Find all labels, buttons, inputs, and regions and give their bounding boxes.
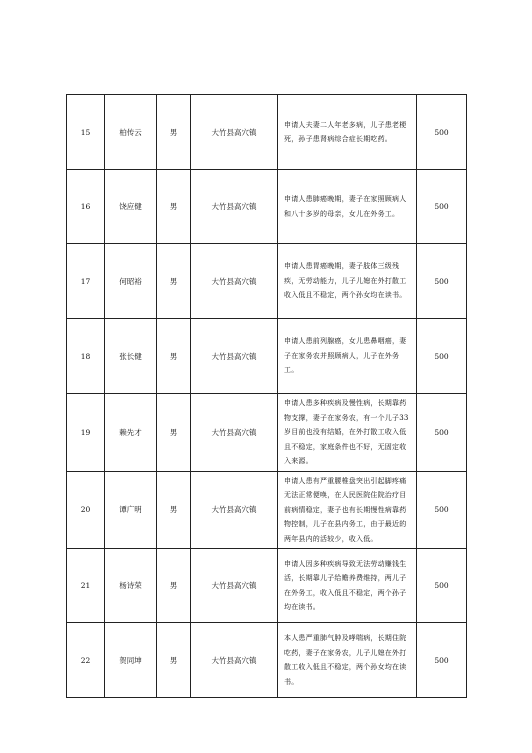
recipient-address: 大竹县高穴镇	[191, 244, 278, 319]
recipient-sex: 男	[157, 471, 191, 549]
relief-amount: 500	[417, 549, 467, 623]
hardship-reason: 申请人患前列腺癌，女儿患鼻咽癌，妻子在家务农并照顾病人，儿子在外务工。	[278, 319, 417, 394]
relief-amount: 500	[417, 244, 467, 319]
table-row	[67, 170, 467, 244]
table-row	[67, 394, 467, 472]
table-row	[67, 471, 467, 549]
table-row	[67, 319, 467, 394]
row-index: 21	[67, 549, 105, 623]
hardship-reason: 申请人患胃癌晚期，妻子肢体三级残疾，无劳动能力，儿子儿媳在外打散工收入低且不稳定，两个孙女均在读书。	[278, 244, 417, 319]
table-row	[67, 95, 467, 170]
row-index: 22	[67, 623, 105, 698]
recipient-name: 杨诗荣	[105, 549, 157, 623]
recipient-name: 张长健	[105, 319, 157, 394]
table-row	[67, 244, 467, 319]
recipient-sex: 男	[157, 623, 191, 698]
recipient-name: 饶应健	[105, 170, 157, 244]
recipient-sex: 男	[157, 394, 191, 472]
recipient-address: 大竹县高穴镇	[191, 471, 278, 549]
recipient-name: 柏传云	[105, 95, 157, 170]
row-index: 18	[67, 319, 105, 394]
recipient-address: 大竹县高穴镇	[191, 623, 278, 698]
row-index: 16	[67, 170, 105, 244]
row-index: 17	[67, 244, 105, 319]
relief-amount: 500	[417, 394, 467, 472]
relief-amount: 500	[417, 471, 467, 549]
table-row	[67, 623, 467, 698]
row-index: 20	[67, 471, 105, 549]
hardship-reason: 申请人夫妻二人年老多病，儿子患老梗死，孙子患肾病综合症长期吃药。	[278, 95, 417, 170]
relief-amount: 500	[417, 623, 467, 698]
relief-amount: 500	[417, 319, 467, 394]
recipient-sex: 男	[157, 244, 191, 319]
hardship-reason: 申请人患有严重腰椎盘突出引起脚疼痛无法正常便唤，在人民医院住院治疗目前病情稳定，妻子也有长期慢性病靠药物控制，儿子在县内务工，由于最近的两年县内的活较少，收入低。	[278, 471, 417, 549]
recipient-name: 谭广明	[105, 471, 157, 549]
recipient-sex: 男	[157, 95, 191, 170]
recipient-sex: 男	[157, 319, 191, 394]
recipient-address: 大竹县高穴镇	[191, 319, 278, 394]
recipient-name: 何昭裕	[105, 244, 157, 319]
row-index: 15	[67, 95, 105, 170]
row-index: 19	[67, 394, 105, 472]
recipient-name: 贺同坤	[105, 623, 157, 698]
recipient-address: 大竹县高穴镇	[191, 170, 278, 244]
table-row	[67, 549, 467, 623]
hardship-reason: 申请人因多种疾病导致无法劳动赚钱生活，长期靠儿子给赡养费维持，两儿子在外务工，收入低且不稳定，两个孙子均在读书。	[278, 549, 417, 623]
recipient-sex: 男	[157, 549, 191, 623]
hardship-reason: 申请人患肺癌晚期，妻子在家照顾病人和八十多岁的母亲，女儿在外务工。	[278, 170, 417, 244]
recipient-sex: 男	[157, 170, 191, 244]
relief-recipient-table	[66, 94, 467, 698]
relief-amount: 500	[417, 170, 467, 244]
recipient-address: 大竹县高穴镇	[191, 549, 278, 623]
hardship-reason: 本人患严重肺气肿及哮喘病，长期住院吃药，妻子在家务农，儿子儿媳在外打散工收入低且不稳定，两个孙女均在读书。	[278, 623, 417, 698]
recipient-address: 大竹县高穴镇	[191, 394, 278, 472]
relief-amount: 500	[417, 95, 467, 170]
recipient-name: 赖先才	[105, 394, 157, 472]
hardship-reason: 申请人患多种疾病及慢性病，长期靠药物支撑，妻子在家务农，有一个儿子33岁目前也没有结婚，在外打散工收入低且不稳定，家庭条件也不好，无固定收入来源。	[278, 394, 417, 472]
recipient-address: 大竹县高穴镇	[191, 95, 278, 170]
